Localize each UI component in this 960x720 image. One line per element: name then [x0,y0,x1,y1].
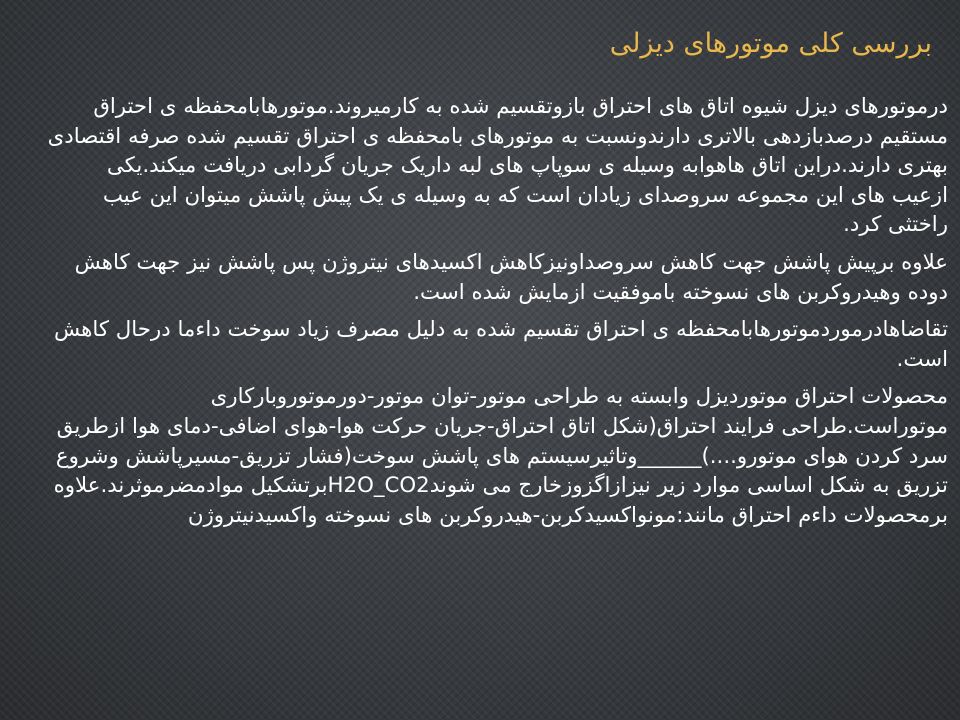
paragraph-3: تقاضاهادرموردموتورهابامحفظه ی احتراق تقسیم شده به دلیل مصرف زیاد سوخت داءما درحال کاهش است. [54,317,948,372]
paragraph-4: محصولات احتراق موتوردیزل وابسته به طراحی موتور-توان موتور-دورموتوروبارکاری موتوراست.طراحی فرایند احتراق(شکل اتاق احتراق-جریان حرکت هوا-هوای اضافی-دمای هوا ازطریق سرد کردن هوای موتورو....)______وتاثیرسیستم های پاشش سوخت(فشار تزریق-مسیرپاشش وشروع تزریق به شکل اساسی موارد زیر نیزازاگزوزخارج می شوندH2O_CO2برتشکیل موادمضرموثرند.علاوه برمحصولات داءم احتراق مانند:مونواکسیدکربن-هیدروکربن های نسوخته واکسیدنیتروژن [53,384,948,528]
slide-title: بررسی کلی موتورهای دیزلی [609,28,932,59]
paragraph-2: علاوه برپیش پاشش جهت کاهش سروصداونیزکاهش اکسیدهای نیتروژن پس پاشش نیز جهت کاهش دوده وهیدروکربن های نسوخته باموفقیت ازمایش شده است. [74,249,948,305]
paragraph-1: درموتورهای دیزل شیوه اتاق های احتراق بازوتقسیم شده به کارمیروند.موتورهابامحفظه ی احتراق مستقیم درصدبازدهی بالاتری دارندونسبت به موتورهای بامحفظه ی احتراق تقسیم شده صرفه اقتصادی بهتری دارند.دراین اتاق هاهوابه وسیله ی سوپاپ های لبه داریک جریان گردابی دریافت میکند.یکی ازعیب های این مجموعه سروصدای زیادان است که به وسیله ی یک پیش پاشش میتوان این عیب راختثی کرد. [47,94,948,238]
slide-body [46,92,948,538]
